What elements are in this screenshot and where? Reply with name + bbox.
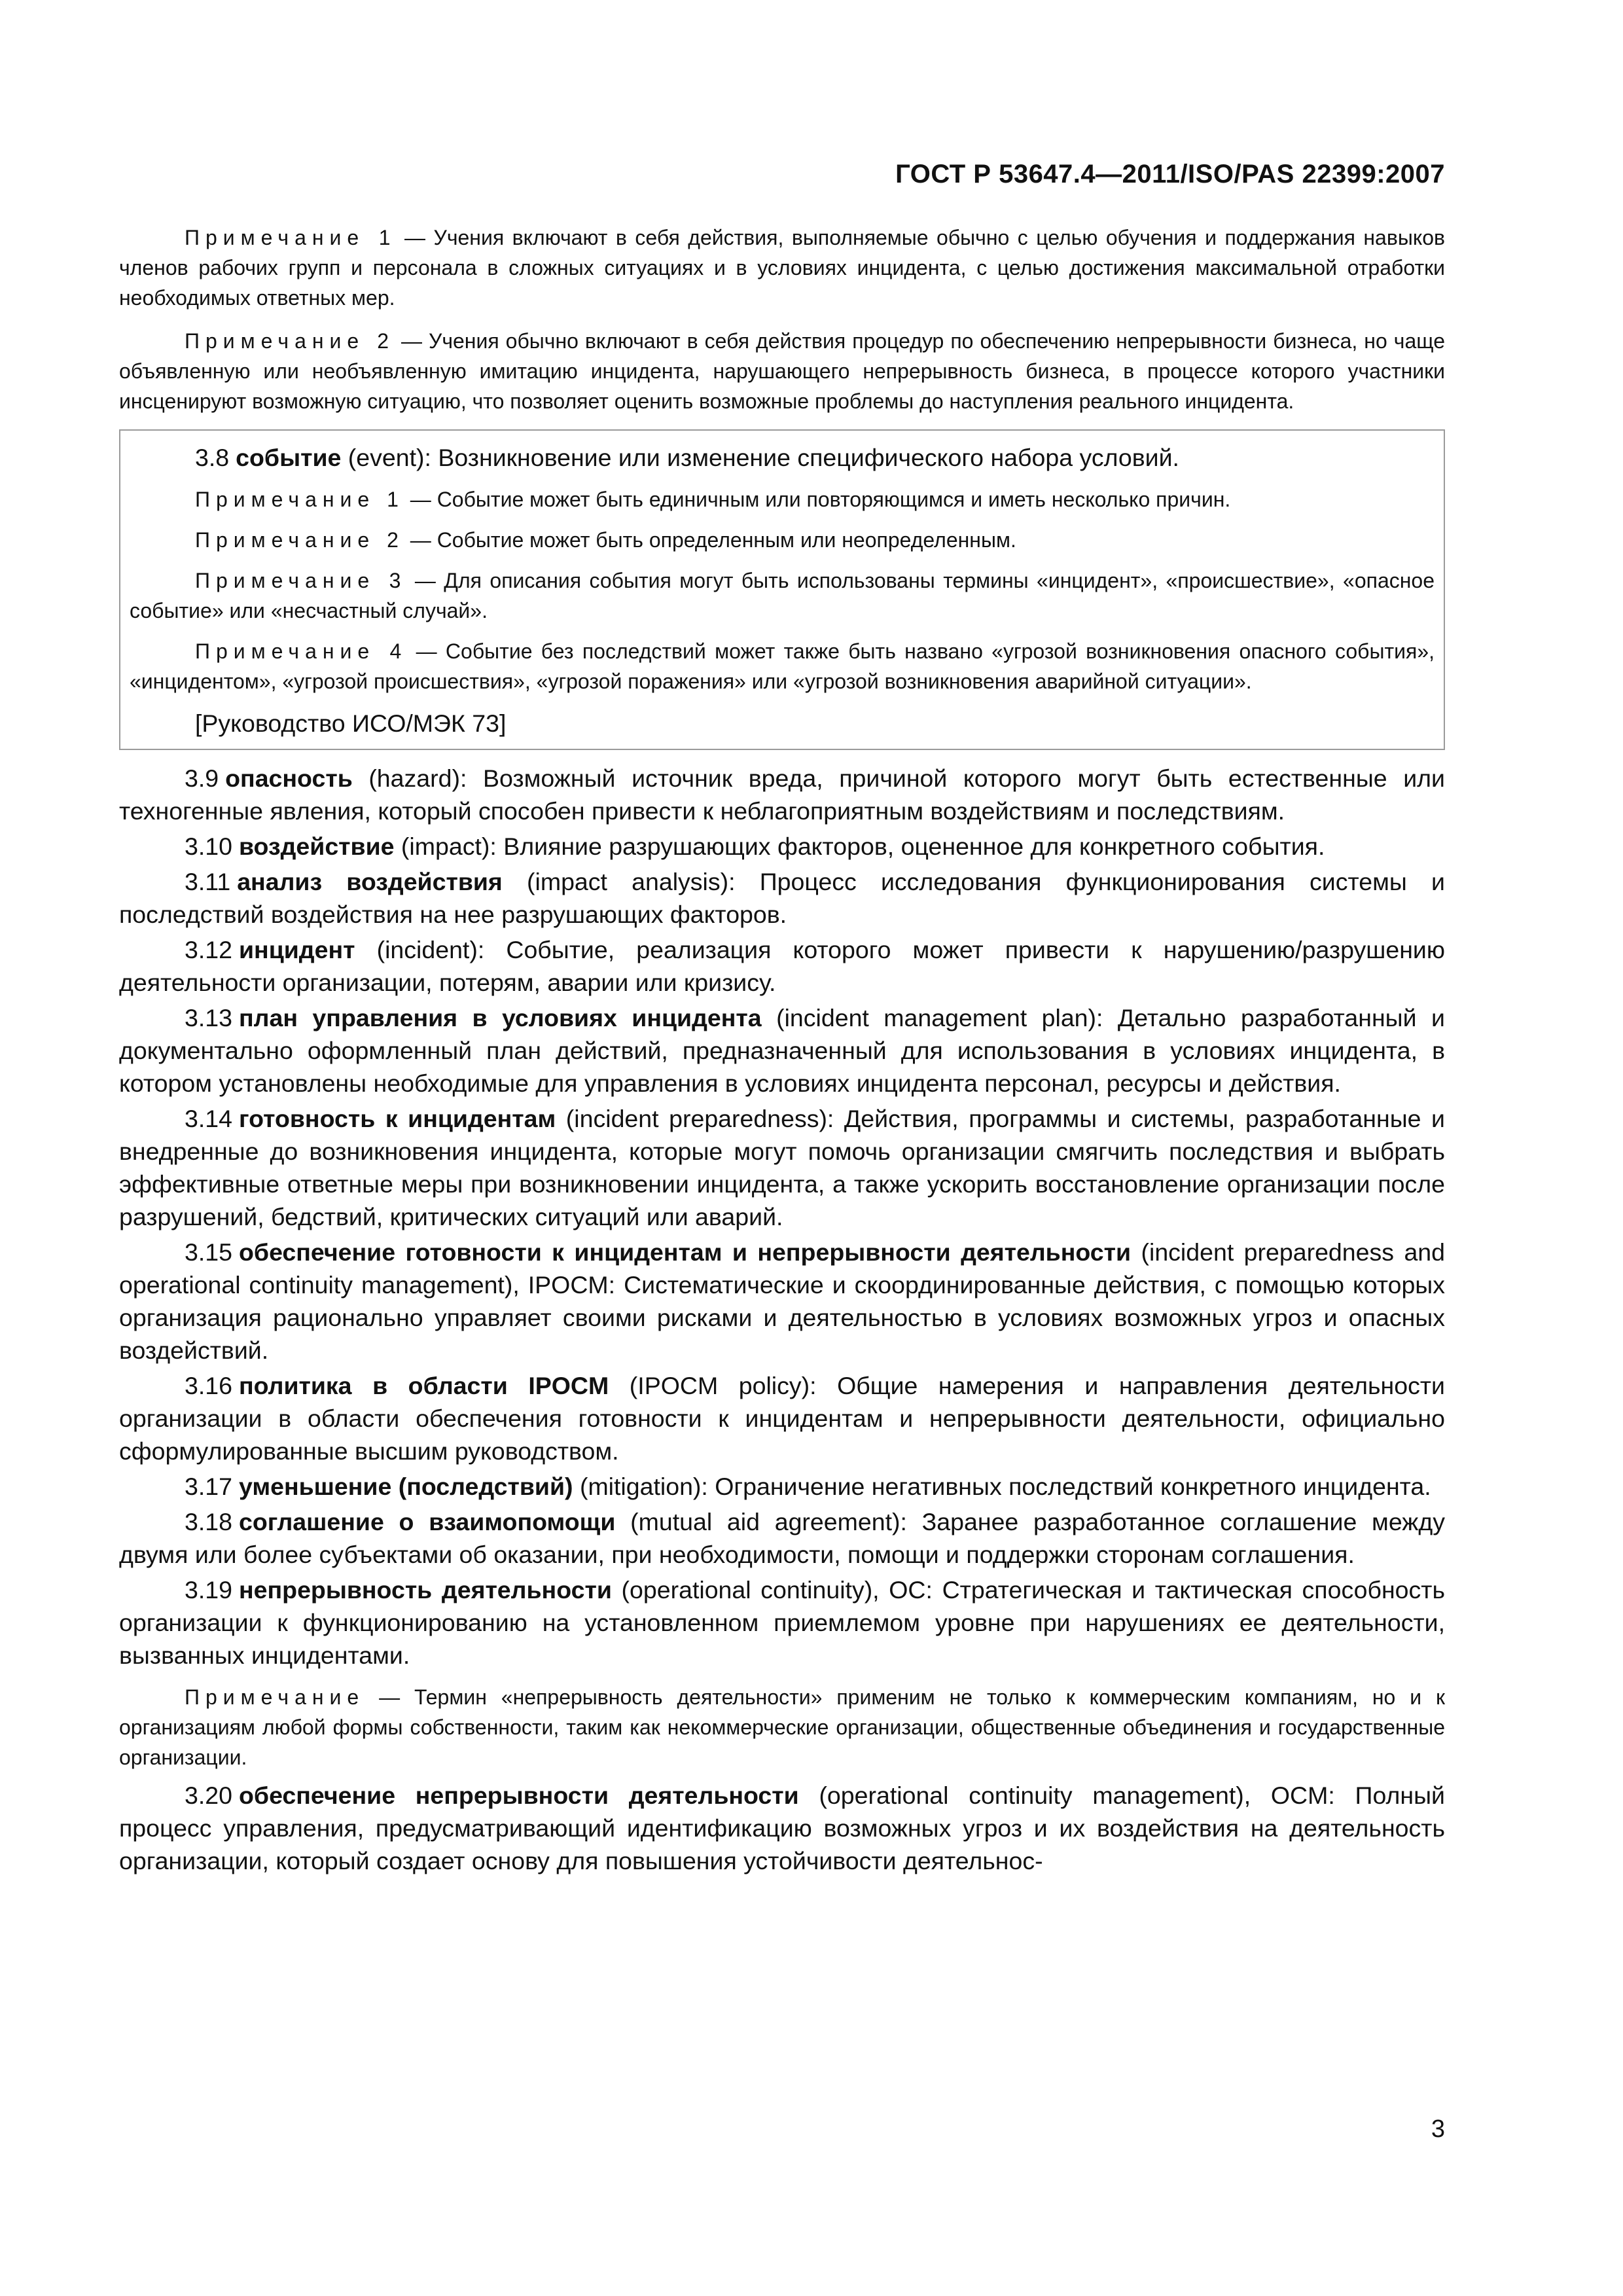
term-number: 3.20 [185, 1782, 232, 1809]
term-number: 3.14 [185, 1105, 232, 1132]
term-title: инцидент [239, 936, 355, 963]
note-text: — Учения включают в себя действия, выполняемые обычно с целью обучения и поддержания навыков членов рабочих групп и персонала в сложных ситуациях и в условиях инцидента, с целью достижения максимальной отработки необходимых ответных мер. [119, 226, 1446, 310]
term-number: 3.13 [185, 1004, 232, 1031]
term-title: политика в области IPOCM [239, 1372, 609, 1399]
term-definition: (impact): Влияние разрушающих факторов, оцененное для конкретного события. [394, 833, 1325, 860]
term-number: 3.12 [185, 936, 232, 963]
note-label: Примечание 2 [195, 528, 404, 552]
term-3-17 [119, 1470, 1445, 1503]
term-3-18 [119, 1505, 1445, 1571]
term-title: обеспечение непрерывности деятельности [239, 1782, 799, 1809]
source-reference: [Руководство ИСО/МЭК 73] [195, 709, 507, 737]
note-label: Примечание 1 [185, 226, 397, 249]
note-1 [119, 223, 1445, 313]
term-definition: (event): Возникновение или изменение специфического набора условий. [341, 444, 1179, 471]
note-operational-continuity [119, 1682, 1445, 1772]
term-title: воздействие [239, 833, 395, 860]
term-number: 3.17 [185, 1473, 232, 1500]
term-title: план управления в условиях инцидента [239, 1004, 762, 1031]
term-number: 3.18 [185, 1508, 232, 1535]
page-content [119, 223, 1445, 1880]
term-definition: (hazard): Возможный источник вреда, причиной которого могут быть естественные или техногенные явления, который способен привести к неблагоприятным воздействиям и последствиям. [119, 764, 1445, 825]
note-label: Примечание [185, 1685, 365, 1709]
term-title: готовность к инцидентам [239, 1105, 556, 1132]
term-title: соглашение о взаимопомощи [239, 1508, 616, 1535]
term-definition: (operational continuity management), OCM: Полный процесс управления, предусматривающий идентификацию возможных угроз и их воздействия на деятельность организации, который создает основу для повышения устойчивости деятельнос- [119, 1782, 1445, 1874]
event-note-4 [130, 636, 1435, 696]
note-text: — Событие без последствий может также быть названо «угрозой возникновения опасного события», «инцидентом», «угрозой происшествия», «угрозой поражения» или «угрозой возникновения аварийной ситуации». [130, 639, 1435, 693]
term-definition: (mitigation): Ограничение негативных последствий конкретного инцидента. [573, 1473, 1431, 1500]
note-text: — Событие может быть единичным или повторяющимся и иметь несколько причин. [404, 488, 1231, 511]
term-title: обеспечение готовности к инцидентам и непрерывности деятельности [239, 1238, 1132, 1266]
standard-header: ГОСТ Р 53647.4—2011/ISO/PAS 22399:2007 [895, 160, 1445, 188]
term-number: 3.15 [185, 1238, 232, 1266]
term-3-13 [119, 1001, 1445, 1100]
event-note-3 [130, 565, 1435, 626]
term-definition: (incident preparedness): Действия, программы и системы, разработанные и внедренные до возникновения инцидента, которые могут помочь организации смягчить последствия и выбрать эффективные ответные меры при возникновении инцидента, а также ускорить восстановление организации после разрушений, бедствий, критических ситуаций или аварий. [119, 1105, 1446, 1230]
event-note-1 [130, 484, 1435, 514]
note-text: — Событие может быть определенным или неопределенным. [404, 528, 1016, 552]
term-3-9 [119, 762, 1445, 827]
note-text: — Учения обычно включают в себя действия процедур по обеспечению непрерывности бизнеса, но чаще объявленную или необъявленную имитацию инцидента, нарушающего непрерывность бизнеса, в процессе которого участники инсценируют возможную ситуацию, что позволяет оценить возможные проблемы до наступления реального инцидента. [119, 329, 1446, 413]
term-3-10 [119, 830, 1445, 863]
term-title: опасность [225, 764, 353, 792]
term-number: 3.19 [185, 1576, 232, 1604]
term-title: анализ воздействия [237, 868, 503, 895]
term-title: непрерывность деятельности [239, 1576, 612, 1604]
term-3-20 [119, 1779, 1445, 1877]
page-number: 3 [1431, 2115, 1445, 2143]
term-3-15 [119, 1236, 1445, 1367]
boxed-term-event [119, 429, 1445, 750]
term-number: 3.9 [185, 764, 219, 792]
term-number: 3.11 [185, 868, 231, 895]
note-label: Примечание 3 [195, 569, 407, 592]
term-number: 3.16 [185, 1372, 232, 1399]
note-text: — Термин «непрерывность деятельности» применим не только к коммерческим компаниям, но и к организациям любой формы собственности, таким как некоммерческие организации, общественные объединения и государственные организации. [119, 1685, 1445, 1769]
note-2 [119, 326, 1445, 416]
term-3-12 [119, 933, 1445, 999]
term-3-11 [119, 865, 1445, 931]
term-definition: (incident preparedness and operational continuity management), IPOCM: Систематические и скоординированные действия, с помощью которых организация рационально управляет своими рисками и деятельностью в условиях возможных угроз и опасных воздействий. [119, 1238, 1446, 1364]
term-title: событие [236, 444, 342, 471]
term-3-14 [119, 1102, 1445, 1233]
term-3-16 [119, 1369, 1445, 1467]
term-definition: (mutual aid agreement): Заранее разработанное соглашение между двумя или более субъектами об оказании, при необходимости, помощи и поддержки сторонам соглашения. [119, 1508, 1445, 1568]
term-definition: (operational continuity), OC: Стратегическая и тактическая способность организации к функционированию на установленном приемлемом уровне при нарушениях ее деятельности, вызванных инцидентами. [119, 1576, 1445, 1669]
term-definition: (incident): Событие, реализация которого может привести к нарушению/разрушению деятельности организации, потерям, аварии или кризису. [119, 936, 1445, 996]
note-text: — Для описания события могут быть использованы термины «инцидент», «происшествие», «опасное событие» или «несчастный случай». [130, 569, 1435, 622]
term-definition: (IPOCM policy): Общие намерения и направления деятельности организации в области обеспечения готовности к инцидентам и непрерывности деятельности, официально сформулированные высшим руководством. [119, 1372, 1445, 1465]
note-label: Примечание 2 [185, 329, 395, 353]
note-label: Примечание 4 [195, 639, 408, 663]
term-title: уменьшение (последствий) [239, 1473, 573, 1500]
term-number: 3.8 [195, 444, 230, 471]
term-definition: (impact analysis): Процесс исследования функционирования системы и последствий воздействия на нее разрушающих факторов. [119, 868, 1445, 928]
term-definition: (incident management plan): Детально разработанный и документально оформленный план действий, предназначенный для использования в условиях инцидента, в котором установлены необходимые для управления в условиях инцидента персонал, ресурсы и действия. [119, 1004, 1445, 1097]
note-label: Примечание 1 [195, 488, 404, 511]
term-3-8 [130, 441, 1435, 474]
term-number: 3.10 [185, 833, 232, 860]
event-note-2 [130, 525, 1435, 555]
term-3-19 [119, 1573, 1445, 1672]
